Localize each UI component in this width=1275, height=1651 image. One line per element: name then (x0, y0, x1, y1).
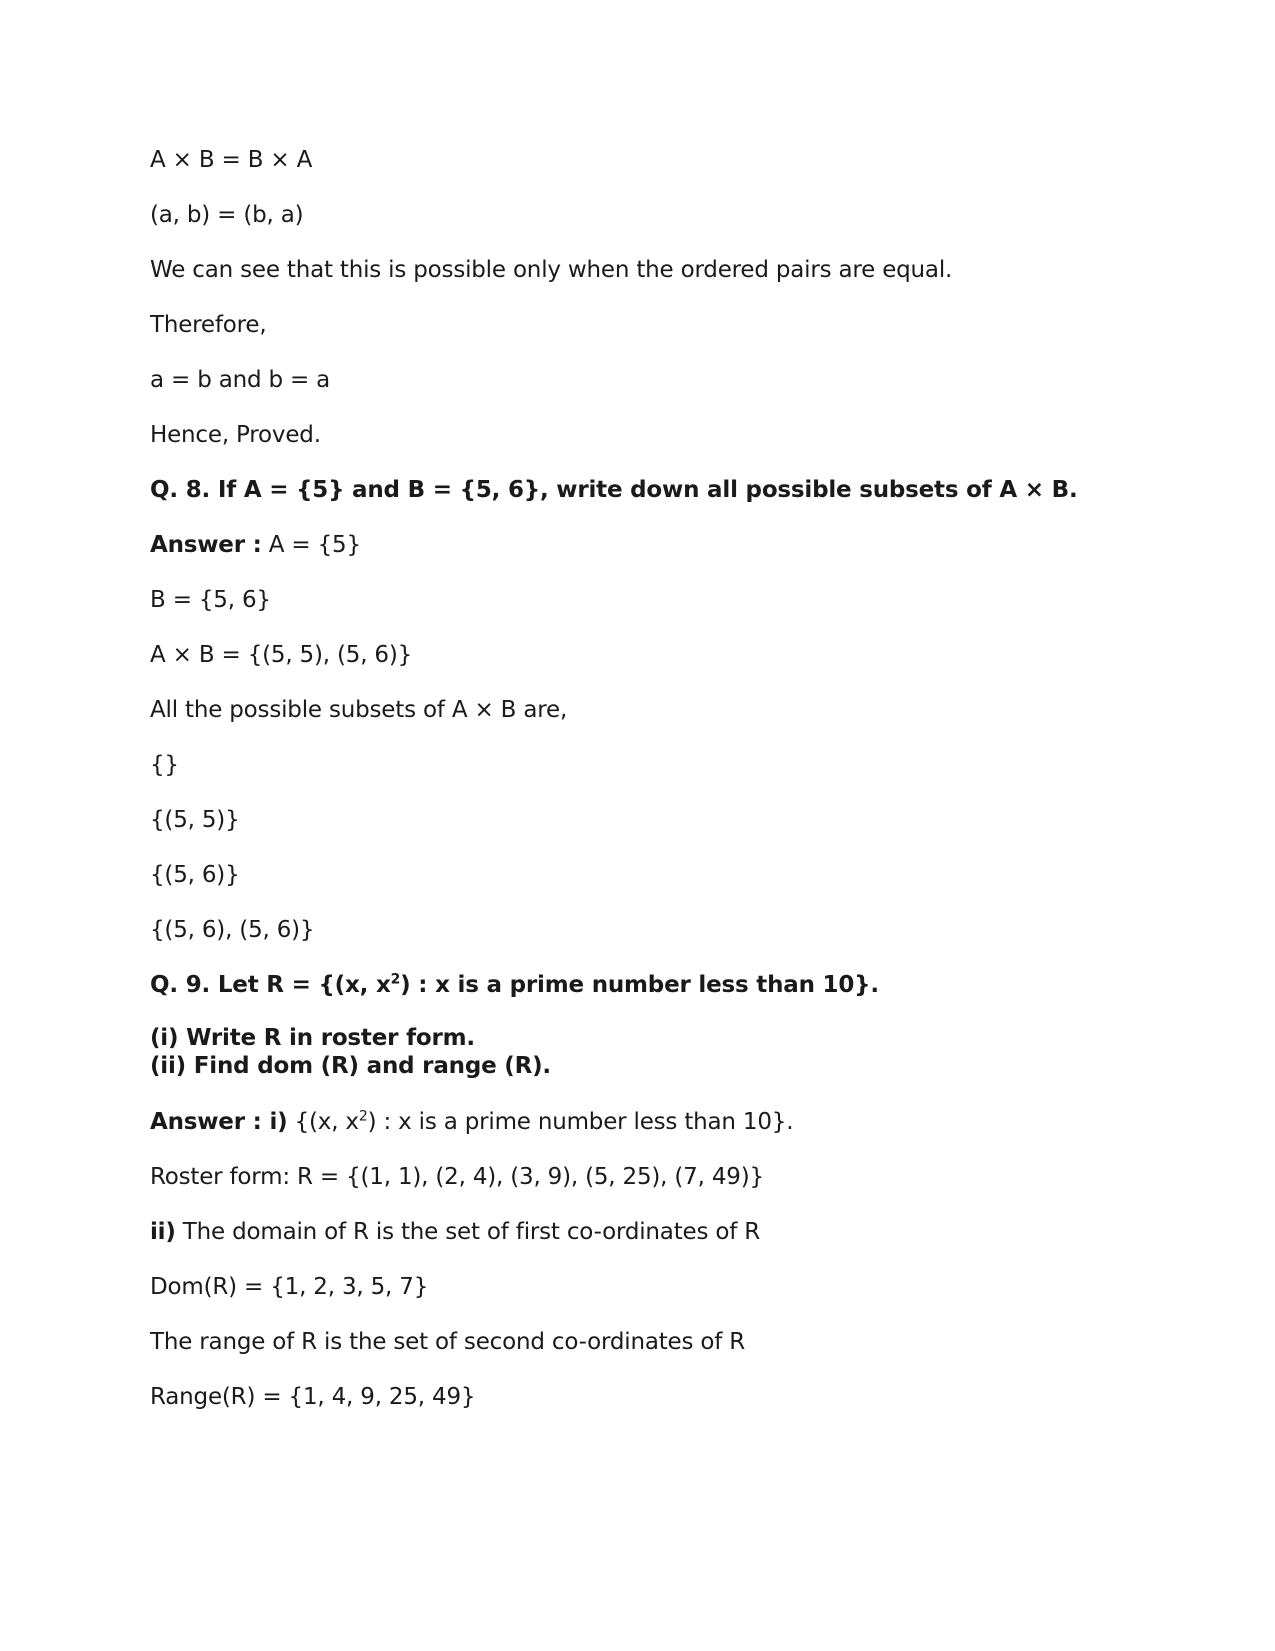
ordered-pair-line: (a, b) = (b, a) (150, 202, 304, 228)
question-9-part-i: (i) Write R in roster form. (150, 1025, 475, 1051)
question-9-part-ii: (ii) Find dom (R) and range (R). (150, 1053, 551, 1079)
subset-empty: {} (150, 752, 179, 778)
subset-2: {(5, 6)} (150, 862, 240, 888)
question-9-superscript: 2 (390, 971, 401, 988)
answer-9-text-b: ) : x is a prime number less than 10}. (367, 1109, 794, 1135)
range-line: Range(R) = {1, 4, 9, 25, 49} (150, 1384, 476, 1410)
answer-9-text-a: {(x, x (287, 1109, 359, 1135)
answer-label: Answer : (150, 532, 262, 558)
cartesian-product-line: A × B = {(5, 5), (5, 6)} (150, 642, 413, 668)
answer-9-line (150, 1108, 793, 1136)
therefore-line: Therefore, (150, 312, 267, 338)
set-b-line: B = {5, 6} (150, 587, 271, 613)
part-ii-label: ii) (150, 1219, 176, 1245)
equation-line: A × B = B × A (150, 147, 313, 173)
roster-form-line: Roster form: R = {(1, 1), (2, 4), (3, 9), (5, 25), (7, 49)} (150, 1164, 764, 1190)
subset-3: {(5, 6), (5, 6)} (150, 917, 315, 943)
domain-line: Dom(R) = {1, 2, 3, 5, 7} (150, 1274, 429, 1300)
answer-label: Answer : i) (150, 1109, 288, 1135)
conclusion-line: a = b and b = a (150, 367, 331, 393)
subsets-intro-line: All the possible subsets of A × B are, (150, 697, 568, 723)
question-8: Q. 8. If A = {5} and B = {5, 6}, write down all possible subsets of A × B. (150, 477, 1078, 503)
question-9 (150, 971, 879, 999)
subset-1: {(5, 5)} (150, 807, 240, 833)
answer-text: A = {5} (261, 532, 361, 558)
answer-8-line (150, 531, 361, 559)
explanation-line: We can see that this is possible only when the ordered pairs are equal. (150, 257, 953, 283)
domain-explanation-line (150, 1218, 760, 1246)
part-ii-text: The domain of R is the set of first co-ordinates of R (175, 1219, 761, 1245)
answer-9-superscript: 2 (358, 1108, 368, 1125)
proved-line: Hence, Proved. (150, 422, 321, 448)
range-explanation-line: The range of R is the set of second co-ordinates of R (150, 1329, 746, 1355)
question-9-text-b: ) : x is a prime number less than 10}. (400, 972, 879, 998)
question-9-text-a: Q. 9. Let R = {(x, x (150, 972, 391, 998)
